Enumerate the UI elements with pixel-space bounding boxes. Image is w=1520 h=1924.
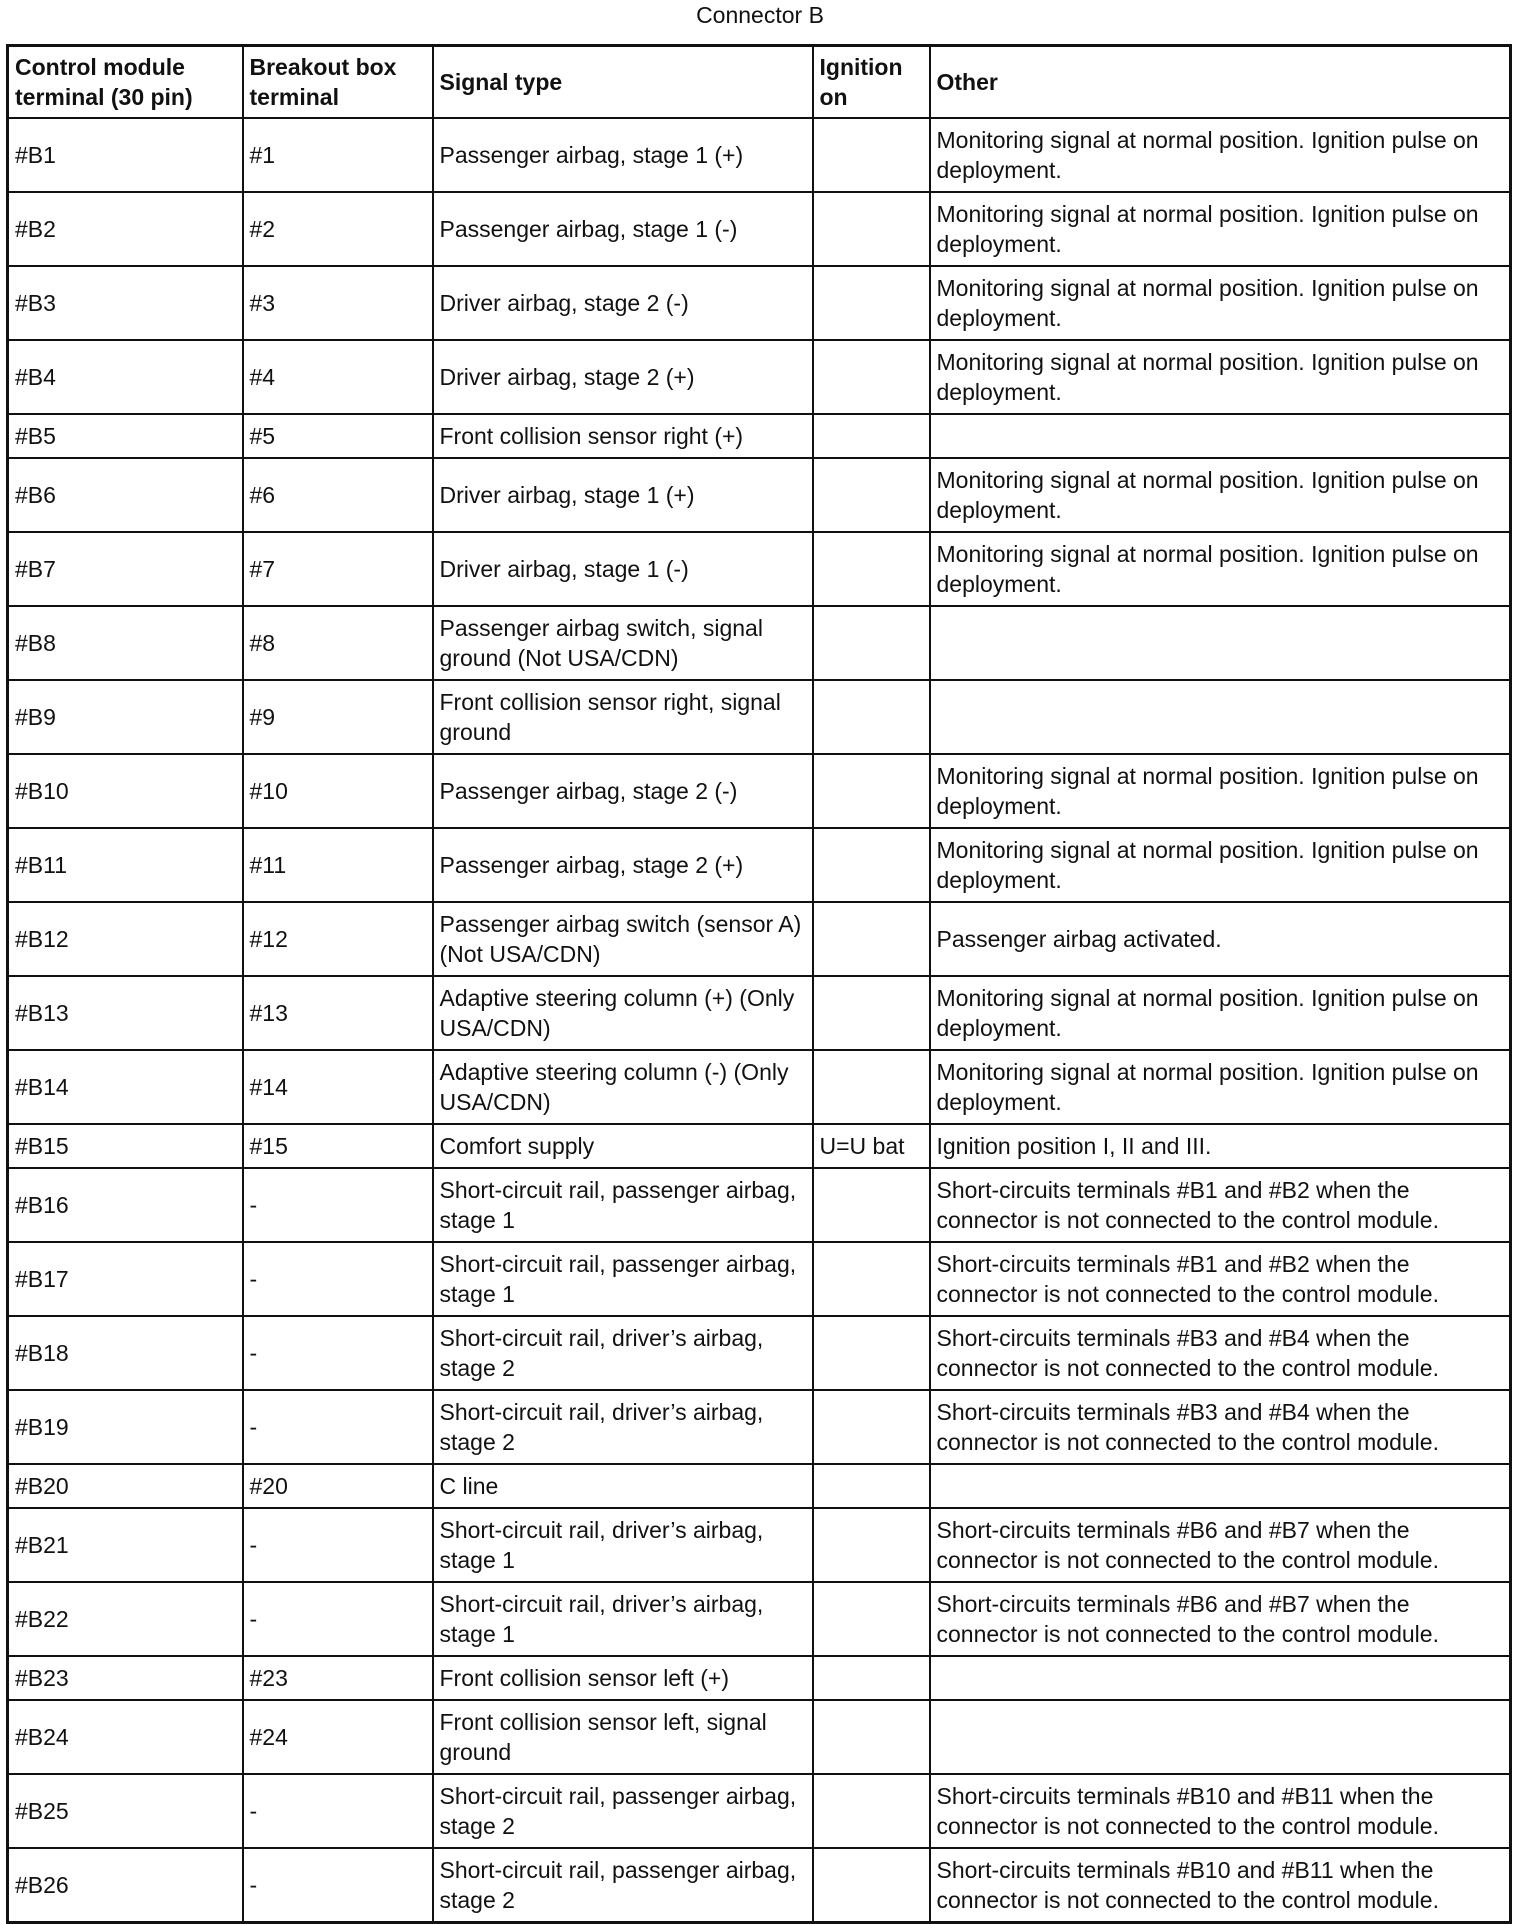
cell-ignition-on [813,118,930,192]
cell-ignition-on [813,1390,930,1464]
cell-bb-terminal: #12 [243,902,433,976]
cell-signal-type: Short-circuit rail, passenger airbag, stage 2 [433,1848,813,1923]
cell-signal-type: Passenger airbag, stage 1 (-) [433,192,813,266]
cell-other: Short-circuits terminals #B6 and #B7 when the connector is not connected to the control module. [930,1582,1511,1656]
cell-signal-type: Adaptive steering column (-) (Only USA/CDN) [433,1050,813,1124]
cell-signal-type: Front collision sensor left, signal ground [433,1700,813,1774]
cell-ignition-on [813,754,930,828]
cell-signal-type: Driver airbag, stage 1 (-) [433,532,813,606]
cell-ignition-on [813,1700,930,1774]
cell-signal-type: Adaptive steering column (+) (Only USA/CDN) [433,976,813,1050]
cell-bb-terminal: #1 [243,118,433,192]
cell-ignition-on [813,1774,930,1848]
cell-signal-type: Passenger airbag, stage 2 (+) [433,828,813,902]
cell-cm-terminal: #B5 [8,414,243,458]
cell-ignition-on [813,1656,930,1700]
table-row [8,976,1511,1050]
table-row [8,1168,1511,1242]
cell-cm-terminal: #B26 [8,1848,243,1923]
cell-cm-terminal: #B2 [8,192,243,266]
table-row [8,680,1511,754]
cell-other [930,680,1511,754]
cell-bb-terminal: - [243,1582,433,1656]
cell-cm-terminal: #B24 [8,1700,243,1774]
cell-other: Monitoring signal at normal position. Ignition pulse on deployment. [930,458,1511,532]
cell-ignition-on [813,192,930,266]
cell-signal-type: Passenger airbag switch, signal ground (Not USA/CDN) [433,606,813,680]
cell-other: Monitoring signal at normal position. Ignition pulse on deployment. [930,1050,1511,1124]
table-row [8,1316,1511,1390]
cell-bb-terminal: #14 [243,1050,433,1124]
cell-other: Monitoring signal at normal position. Ignition pulse on deployment. [930,266,1511,340]
table-row [8,1464,1511,1508]
connector-b-table [6,44,1512,1924]
cell-bb-terminal: #15 [243,1124,433,1168]
cell-cm-terminal: #B1 [8,118,243,192]
table-row [8,1656,1511,1700]
cell-cm-terminal: #B15 [8,1124,243,1168]
cell-bb-terminal: - [243,1168,433,1242]
cell-ignition-on [813,266,930,340]
cell-ignition-on [813,976,930,1050]
cell-bb-terminal: #2 [243,192,433,266]
cell-other: Monitoring signal at normal position. Ignition pulse on deployment. [930,192,1511,266]
cell-ignition-on [813,1316,930,1390]
cell-ignition-on [813,458,930,532]
cell-other [930,606,1511,680]
table-row [8,902,1511,976]
cell-ignition-on [813,606,930,680]
cell-bb-terminal: - [243,1848,433,1923]
cell-ignition-on [813,414,930,458]
table-row [8,1390,1511,1464]
cell-signal-type: Short-circuit rail, driver’s airbag, stage 2 [433,1316,813,1390]
cell-other: Monitoring signal at normal position. Ignition pulse on deployment. [930,976,1511,1050]
header-ignition-on: Ignition on [813,46,930,119]
cell-signal-type: Short-circuit rail, passenger airbag, stage 1 [433,1168,813,1242]
cell-ignition-on [813,1508,930,1582]
table-row [8,532,1511,606]
table-row [8,1848,1511,1923]
cell-cm-terminal: #B10 [8,754,243,828]
cell-other [930,1464,1511,1508]
table-row [8,1582,1511,1656]
cell-bb-terminal: #3 [243,266,433,340]
header-cm-terminal: Control module terminal (30 pin) [8,46,243,119]
header-other: Other [930,46,1511,119]
cell-bb-terminal: - [243,1390,433,1464]
cell-bb-terminal: #11 [243,828,433,902]
cell-ignition-on [813,1242,930,1316]
header-bb-terminal: Breakout box terminal [243,46,433,119]
cell-signal-type: Short-circuit rail, passenger airbag, stage 2 [433,1774,813,1848]
cell-cm-terminal: #B19 [8,1390,243,1464]
cell-signal-type: Passenger airbag, stage 2 (-) [433,754,813,828]
cell-bb-terminal: #10 [243,754,433,828]
cell-bb-terminal: #20 [243,1464,433,1508]
cell-cm-terminal: #B12 [8,902,243,976]
cell-ignition-on [813,1582,930,1656]
cell-bb-terminal: #9 [243,680,433,754]
cell-cm-terminal: #B14 [8,1050,243,1124]
table-row [8,340,1511,414]
cell-other: Short-circuits terminals #B10 and #B11 when the connector is not connected to the control module. [930,1848,1511,1923]
cell-signal-type: Front collision sensor left (+) [433,1656,813,1700]
cell-signal-type: Front collision sensor right (+) [433,414,813,458]
cell-signal-type: Passenger airbag switch (sensor A) (Not USA/CDN) [433,902,813,976]
cell-other: Short-circuits terminals #B3 and #B4 when the connector is not connected to the control module. [930,1390,1511,1464]
cell-other: Monitoring signal at normal position. Ignition pulse on deployment. [930,118,1511,192]
cell-signal-type: Short-circuit rail, driver’s airbag, stage 1 [433,1582,813,1656]
cell-bb-terminal: #8 [243,606,433,680]
cell-cm-terminal: #B21 [8,1508,243,1582]
cell-signal-type: Passenger airbag, stage 1 (+) [433,118,813,192]
cell-ignition-on [813,1464,930,1508]
cell-other: Passenger airbag activated. [930,902,1511,976]
table-row [8,754,1511,828]
cell-cm-terminal: #B25 [8,1774,243,1848]
cell-other: Short-circuits terminals #B6 and #B7 when the connector is not connected to the control module. [930,1508,1511,1582]
cell-other [930,1656,1511,1700]
cell-cm-terminal: #B18 [8,1316,243,1390]
cell-other: Monitoring signal at normal position. Ignition pulse on deployment. [930,754,1511,828]
cell-other: Short-circuits terminals #B1 and #B2 when the connector is not connected to the control module. [930,1242,1511,1316]
cell-bb-terminal: - [243,1316,433,1390]
cell-bb-terminal: #24 [243,1700,433,1774]
cell-signal-type: Comfort supply [433,1124,813,1168]
cell-other: Ignition position I, II and III. [930,1124,1511,1168]
cell-bb-terminal: #13 [243,976,433,1050]
cell-ignition-on [813,1050,930,1124]
document-title: Connector B [696,2,824,28]
cell-signal-type: Driver airbag, stage 2 (+) [433,340,813,414]
cell-ignition-on: U=U bat [813,1124,930,1168]
table-row [8,266,1511,340]
cell-ignition-on [813,340,930,414]
cell-signal-type: Driver airbag, stage 1 (+) [433,458,813,532]
cell-other: Monitoring signal at normal position. Ignition pulse on deployment. [930,828,1511,902]
cell-ignition-on [813,902,930,976]
table-row [8,118,1511,192]
cell-signal-type: Short-circuit rail, passenger airbag, stage 1 [433,1242,813,1316]
table-row [8,606,1511,680]
cell-ignition-on [813,1168,930,1242]
cell-signal-type: Short-circuit rail, driver’s airbag, stage 2 [433,1390,813,1464]
cell-bb-terminal: #5 [243,414,433,458]
cell-cm-terminal: #B17 [8,1242,243,1316]
table-row [8,1242,1511,1316]
cell-bb-terminal: #23 [243,1656,433,1700]
cell-bb-terminal: #7 [243,532,433,606]
cell-bb-terminal: #6 [243,458,433,532]
cell-other: Monitoring signal at normal position. Ignition pulse on deployment. [930,340,1511,414]
cell-ignition-on [813,828,930,902]
table-row [8,1050,1511,1124]
cell-bb-terminal: - [243,1242,433,1316]
cell-cm-terminal: #B3 [8,266,243,340]
table-row [8,828,1511,902]
header-row [8,46,1511,119]
cell-cm-terminal: #B9 [8,680,243,754]
cell-signal-type: Short-circuit rail, driver’s airbag, stage 1 [433,1508,813,1582]
cell-other: Monitoring signal at normal position. Ignition pulse on deployment. [930,532,1511,606]
cell-other: Short-circuits terminals #B1 and #B2 when the connector is not connected to the control module. [930,1168,1511,1242]
cell-cm-terminal: #B7 [8,532,243,606]
table-row [8,1124,1511,1168]
table-row [8,1508,1511,1582]
cell-signal-type: C line [433,1464,813,1508]
cell-bb-terminal: - [243,1508,433,1582]
cell-ignition-on [813,532,930,606]
cell-bb-terminal: #4 [243,340,433,414]
table-row [8,1700,1511,1774]
cell-other: Short-circuits terminals #B10 and #B11 when the connector is not connected to the control module. [930,1774,1511,1848]
cell-cm-terminal: #B8 [8,606,243,680]
table-row [8,414,1511,458]
cell-cm-terminal: #B4 [8,340,243,414]
cell-cm-terminal: #B23 [8,1656,243,1700]
cell-cm-terminal: #B13 [8,976,243,1050]
cell-cm-terminal: #B20 [8,1464,243,1508]
cell-other: Short-circuits terminals #B3 and #B4 when the connector is not connected to the control module. [930,1316,1511,1390]
cell-cm-terminal: #B11 [8,828,243,902]
cell-cm-terminal: #B22 [8,1582,243,1656]
cell-cm-terminal: #B16 [8,1168,243,1242]
cell-ignition-on [813,680,930,754]
table-row [8,458,1511,532]
table-row [8,1774,1511,1848]
cell-ignition-on [813,1848,930,1923]
header-signal-type: Signal type [433,46,813,119]
cell-other [930,1700,1511,1774]
cell-bb-terminal: - [243,1774,433,1848]
table-row [8,192,1511,266]
cell-signal-type: Driver airbag, stage 2 (-) [433,266,813,340]
cell-cm-terminal: #B6 [8,458,243,532]
cell-other [930,414,1511,458]
cell-signal-type: Front collision sensor right, signal ground [433,680,813,754]
